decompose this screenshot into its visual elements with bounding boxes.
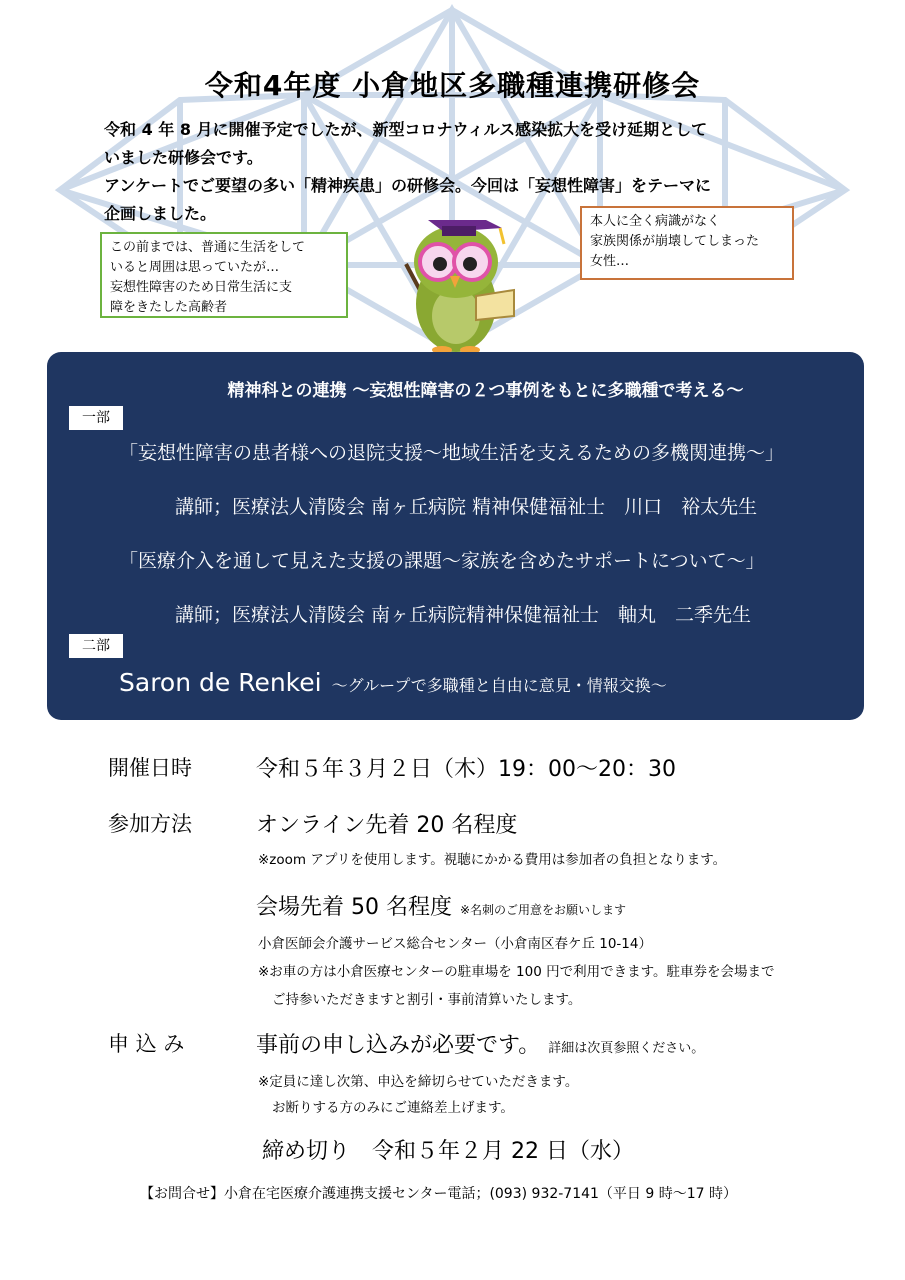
zoom-note: ※zoom アプリを使用します。視聴にかかる費用は参加者の負担となります。: [258, 852, 727, 868]
saron-title: Saron de Renkei: [119, 668, 322, 697]
apply-sub-2: お断りする方のみにご連絡差上げます。: [272, 1100, 514, 1116]
method-label: 参加方法: [108, 812, 192, 836]
apply-value: 事前の申し込みが必要です。: [256, 1033, 541, 1058]
venue-line: [256, 890, 626, 921]
owl-professor-illustration: [392, 204, 522, 354]
panel-heading: 精神科との連携 ～妄想性障害の２つ事例をもとに多職種で考える～: [227, 381, 744, 401]
apply-label: 申 込 み: [108, 1032, 185, 1056]
deadline: 締め切り 令和５年２月 22 日（水）: [262, 1139, 634, 1164]
venue-note: ※名刺のご用意をお願いします: [459, 903, 627, 917]
saron-line: [119, 668, 667, 697]
date-value: 令和５年３月２日（木）19：00～20：30: [256, 757, 676, 782]
date-label: 開催日時: [108, 756, 192, 780]
saron-subtitle: ～グループで多職種と自由に意見・情報交換～: [331, 676, 667, 695]
apply-sub-1: ※定員に達し次第、申込を締切らせていただきます。: [258, 1074, 579, 1090]
program-panel: [47, 352, 864, 720]
parking-note-2: ご持参いただきますと割引・事前清算いたします。: [272, 992, 582, 1008]
contact-footer: 【お問合せ】小倉在宅医療介護連携支援センター電話；(093) 932-7141（平日 9 時～17 時）: [140, 1186, 738, 1202]
apply-line: [256, 1028, 704, 1059]
case-bubble-elderly: この前までは、普通に生活をして いると周囲は思っていたが… 妄想性障害のため日常生活に支 障をきたした高齢者: [100, 232, 348, 318]
apply-note: 詳細は次頁参照ください。: [548, 1041, 705, 1056]
parking-note-1: ※お車の方は小倉医療センターの駐車場を 100 円で利用できます。駐車券を会場まで: [258, 964, 775, 980]
part2-tag: 二部: [69, 634, 123, 658]
venue-capacity: 会場先着 50 名程度: [256, 895, 452, 920]
page-title: 令和4年度 小倉地区多職種連携研修会: [204, 69, 701, 102]
case-bubble-woman: 本人に全く病識がなく 家族関係が崩壊してしまった 女性…: [580, 206, 794, 280]
lecture1-title: 「妄想性障害の患者様への退院支援～地域生活を支えるための多機関連携～」: [119, 442, 785, 464]
lecture2-title: 「医療介入を通して見えた支援の課題～家族を含めたサポートについて～」: [119, 550, 765, 572]
part1-tag: 一部: [69, 406, 123, 430]
venue-place: 小倉医師会介護サービス総合センター（小倉南区春ケ丘 10-14）: [258, 936, 652, 952]
online-capacity: オンライン先着 20 名程度: [256, 813, 518, 838]
lecture2-speaker: 講師；医療法人清陵会 南ヶ丘病院精神保健福祉士 軸丸 二季先生: [175, 604, 752, 626]
lecture1-speaker: 講師；医療法人清陵会 南ヶ丘病院 精神保健福祉士 川口 裕太先生: [175, 496, 758, 518]
intro-text: 令和 4 年 8 月に開催予定でしたが、新型コロナウィルス感染拡大を受け延期として いました研修会です。 アンケートでご要望の多い「精神疾患」の研修会。今回は「妄想性障害」をテーマに 企画しました。: [104, 120, 712, 223]
